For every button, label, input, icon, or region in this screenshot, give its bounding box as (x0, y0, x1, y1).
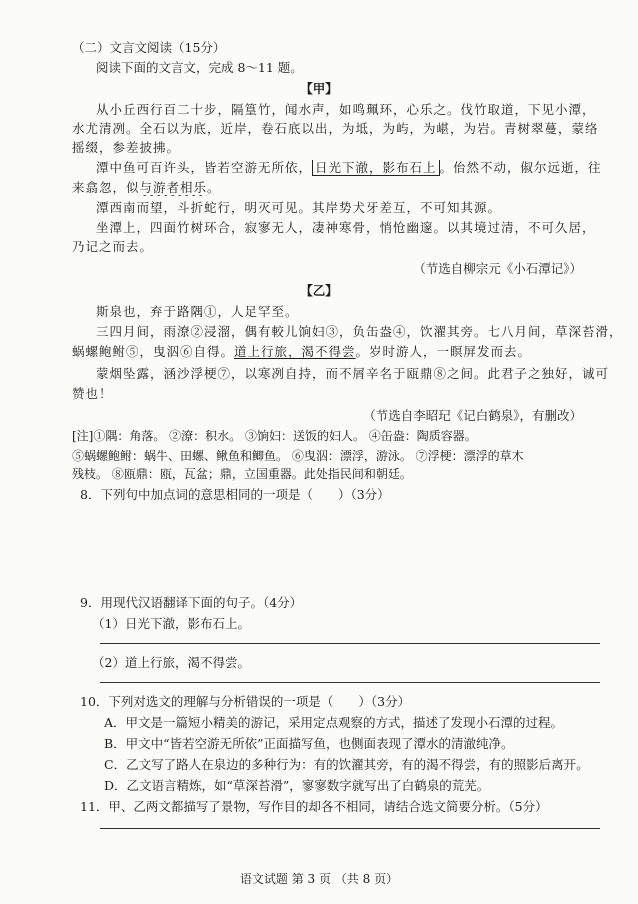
underlined-sentence: 道上行旅，渴不得尝 (234, 344, 356, 359)
section-heading: （二）文言文阅读（15分） (72, 40, 226, 55)
question-8-stem: 8．下列句中加点词的意思相同的一项是（ ）（3分） (80, 487, 390, 502)
answer-line[interactable] (100, 828, 600, 829)
question-10-option: C．乙文写了路人在泉边的多种行为：有的饮濯其旁，有的渴不得尝，有的照影后离开。 (104, 757, 589, 772)
question-9-item: （2）道上行旅，渴不得尝。 (92, 655, 250, 670)
passage-a-line: 乃记之而去。 (72, 239, 154, 254)
question-10-option: B．甲文中“皆若空游无所依”正面描写鱼，也侧面表现了潭水的清澈纯净。 (104, 736, 514, 751)
passage-a-label: 【甲】 (300, 81, 338, 96)
annotation-line: [注]①隅：角落。 ②潦：积水。 ③饷妇：送饭的妇人。 ④缶盎：陶质容器。 (72, 429, 477, 443)
question-9-item: （1）日光下澈，影布石上。 (92, 616, 250, 631)
passage-a-line: 坐潭上，四面竹树环合，寂寥无人，凄神寒骨，悄怆幽邃。以其境过清，不可久居， (96, 220, 596, 235)
section-instruction: 阅读下面的文言文，完成 8～11 题。 (96, 60, 303, 75)
answer-line[interactable] (100, 643, 600, 644)
boxed-sentence: 日光下澈，影布石上 (312, 160, 440, 176)
question-9-stem: 9．用现代汉语翻译下面的句子。（4分） (80, 595, 303, 610)
passage-a-line: 摇缀，参差披拂。 (72, 140, 181, 155)
question-10-option: D．乙文语言精炼，如“草深苔滑”，寥寥数字就写出了白鹤泉的荒芜。 (104, 778, 490, 793)
passage-b-line: 三四月间，雨潦②浸溜，偶有較儿饷妇③，负缶盎④，饮濯其旁。七八月间，草深苔滑， (96, 324, 623, 339)
answer-line[interactable] (100, 682, 600, 683)
annotation-line: 残枝。 ⑧瓯鼎：瓯，瓦盆；鼎，立国重器。此处指民间和朝廷。 (72, 467, 412, 481)
passage-b-line: 赞也！ (72, 386, 113, 401)
question-10-option: A．甲文是一篇短小精美的游记，采用定点观察的方式，描述了发现小石潭的过程。 (104, 715, 564, 730)
passage-a-line: 水尤清冽。全石以为底，近岸，卷石底以出，为坻，为屿，为嵁，为岩。青树翠蔓，蒙络 (72, 121, 599, 136)
passage-a-line: 从小丘西行百二十步，隔篁竹，闻水声，如鸣珮环，心乐之。伐竹取道，下见小潭， (96, 102, 596, 117)
passage-b-label: 【乙】 (300, 283, 338, 298)
passage-a-line: 潭西南而望，斗折蛇行，明灭可见。其岸势犬牙差互，不可知其源。 (96, 200, 502, 215)
question-11-stem: 11．甲、乙两文都描写了景物，写作目的却各不相同，请结合选文简要分析。（5分） (80, 799, 548, 814)
question-10-stem: 10．下列对选文的理解与分析错误的一项是（ ）（3分） (80, 694, 411, 709)
wavy-underlined-phrase: 与游者相乐 (139, 180, 208, 195)
passage-b-source: （节选自李昭玘《记白鹤泉》，有删改） (363, 408, 582, 423)
passage-a-source: （节选自柳宗元《小石潭记》） (413, 261, 582, 276)
passage-a-line: 潭中鱼可百许头，皆若空游无所依， 日光下澈，影布石上 。佁然不动，俶尔远逝，往 (96, 160, 602, 175)
passage-b-line: 蜗螺鲍鲋⑤，曳泅⑥自得。道上行旅，渴不得尝。岁时游人，一瞑屏发而去。 (72, 344, 532, 359)
passage-b-line: 斯泉也，弃于路隅①，人足罕至。 (96, 304, 299, 319)
passage-a-line: 来翕忽，似与游者相乐。 (72, 180, 221, 195)
page-footer: 语文试题 第 3 页 （共 8 页） (239, 872, 399, 886)
passage-b-line: 蒙烟坠露，涵沙浮梗⑦，以寒冽自持，而不屑辛名于瓯鼎⑧之间。此君子之独好，诚可 (96, 366, 610, 381)
annotation-line: ⑤蜗螺鲍鲋：蜗牛、田螺、鳅鱼和鲫鱼。 ⑥曳泅：漂浮，游泳。 ⑦浮梗：漂浮的草木 (72, 449, 524, 463)
